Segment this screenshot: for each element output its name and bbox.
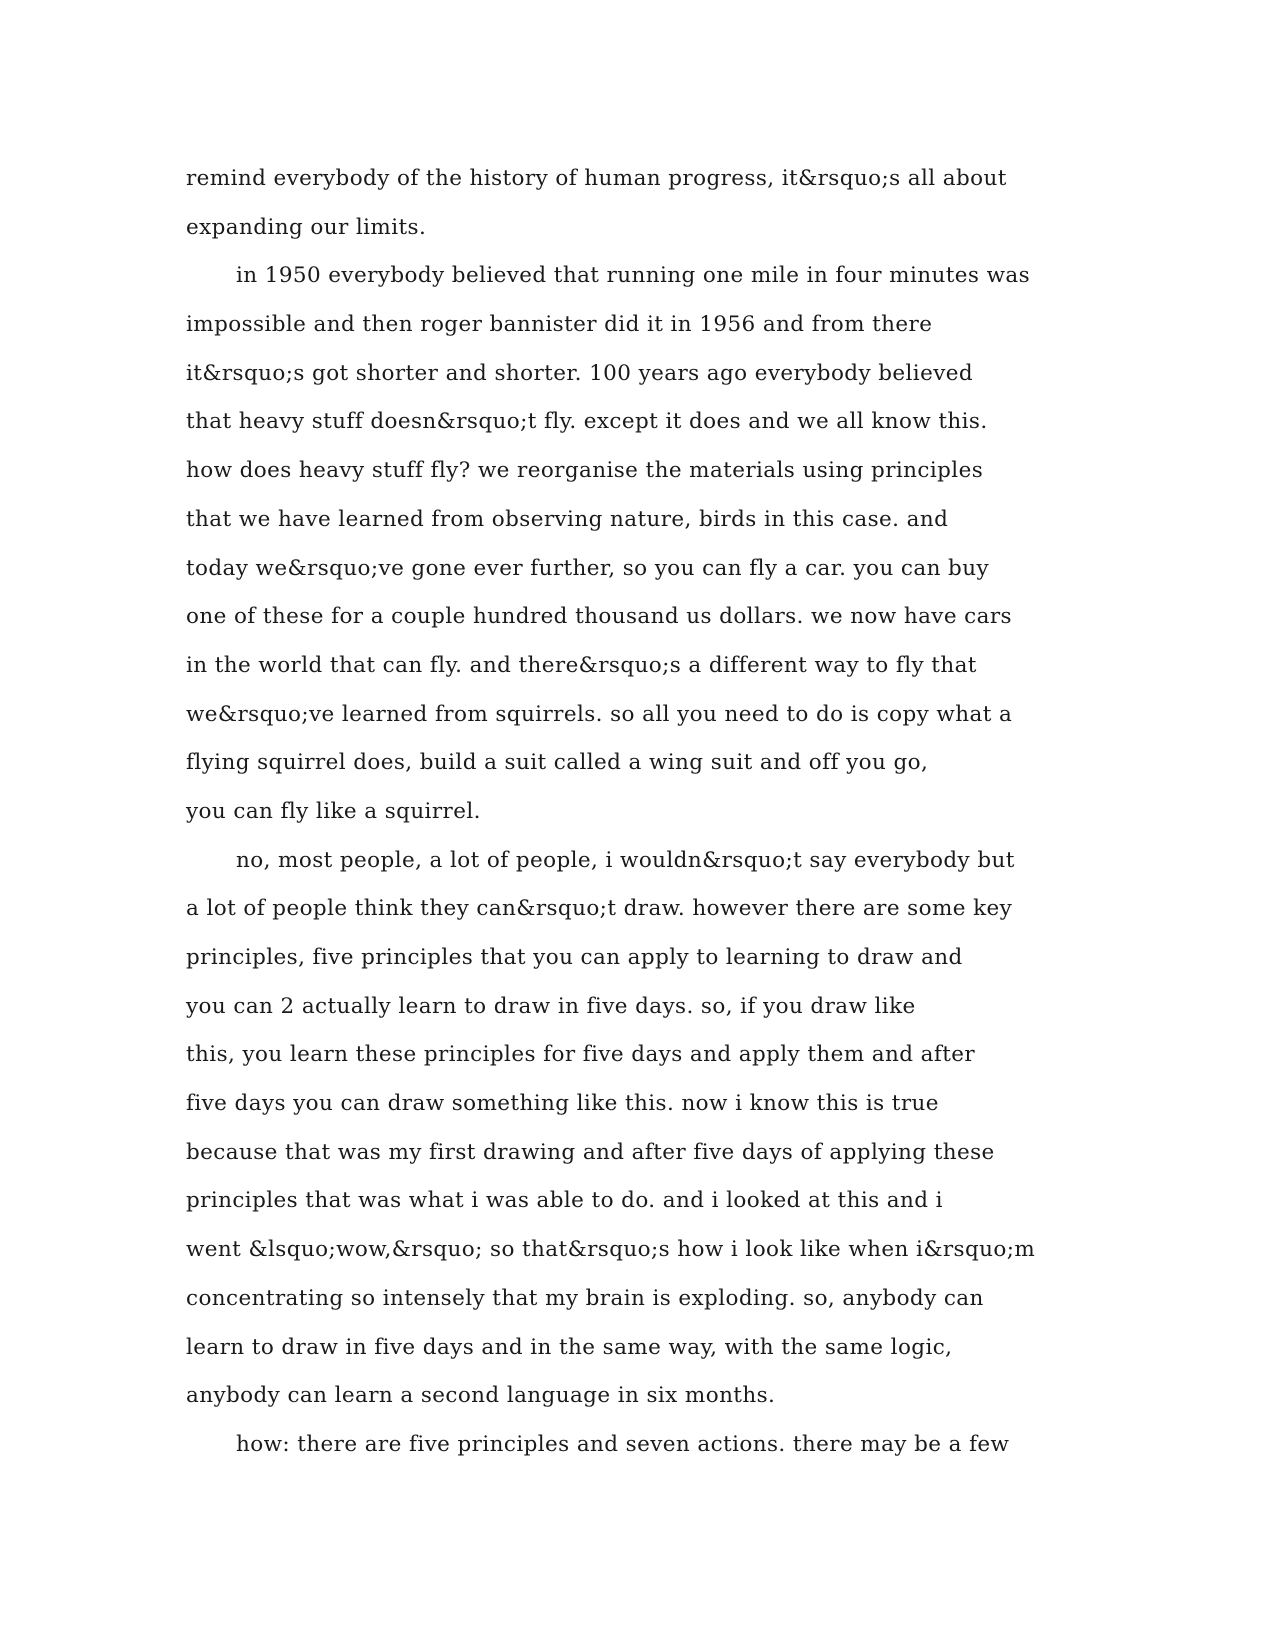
paragraph (186, 1421, 1086, 1470)
text-line: in the world that can fly. and there&rsquo;s a different way to fly that (186, 652, 977, 678)
text-line: no, most people, a lot of people, i wouldn&rsquo;t say everybody but (236, 847, 1015, 873)
text-line: a lot of people think they can&rsquo;t draw. however there are some key (186, 896, 1013, 922)
paragraph (186, 155, 1086, 252)
text-line: we&rsquo;ve learned from squirrels. so all you need to do is copy what a (186, 701, 1013, 727)
text-line: today we&rsquo;ve gone ever further, so you can fly a car. you can buy (186, 555, 990, 581)
text-line: how does heavy stuff fly? we reorganise the materials using principles (186, 458, 984, 484)
text-line: went &lsquo;wow,&rsquo; so that&rsquo;s how i look like when i&rsquo;m (186, 1237, 1036, 1263)
text-line: principles, five principles that you can apply to learning to draw and (186, 945, 963, 970)
text-line: flying squirrel does, build a suit called a wing suit and off you go, (186, 750, 929, 776)
text-line: anybody can learn a second language in six months. (186, 1383, 776, 1409)
text-line: that heavy stuff doesn&rsquo;t fly. except it does and we all know this. (186, 409, 988, 435)
text-line: because that was my first drawing and after five days of applying these (186, 1139, 995, 1165)
text-line: learn to draw in five days and in the same way, with the same logic, (186, 1334, 953, 1360)
paragraph (186, 837, 1086, 1421)
text-line: this, you learn these principles for five days and apply them and after (186, 1042, 976, 1068)
text-line: you can 2 actually learn to draw in five days. so, if you draw like (186, 993, 916, 1019)
paragraph (186, 252, 1086, 836)
text-line: you can fly like a squirrel. (186, 798, 481, 824)
text-line: that we have learned from observing nature, birds in this case. and (186, 506, 949, 532)
text-line: in 1950 everybody believed that running one mile in four minutes was (236, 263, 1031, 289)
document-body (186, 155, 1086, 1470)
text-line: remind everybody of the history of human progress, it&rsquo;s all about (186, 166, 1007, 191)
text-line: one of these for a couple hundred thousand us dollars. we now have cars (186, 604, 1012, 630)
text-line: concentrating so intensely that my brain is exploding. so, anybody can (186, 1285, 984, 1311)
text-line: five days you can draw something like this. now i know this is true (186, 1091, 939, 1117)
text-line: how: there are five principles and seven actions. there may be a few (236, 1431, 1010, 1457)
text-line: impossible and then roger bannister did it in 1956 and from there (186, 312, 933, 338)
text-line: it&rsquo;s got shorter and shorter. 100 years ago everybody believed (186, 360, 974, 386)
text-line: principles that was what i was able to do. and i looked at this and i (186, 1188, 943, 1214)
text-line: expanding our limits. (186, 214, 427, 240)
